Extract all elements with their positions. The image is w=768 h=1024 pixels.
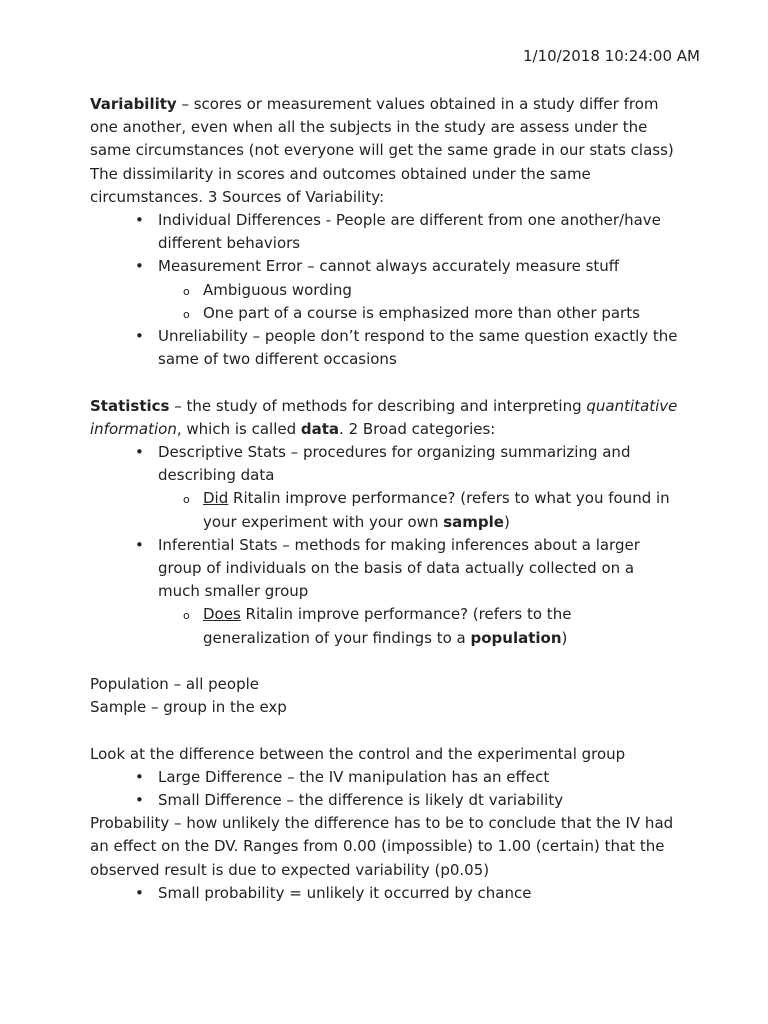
descriptive-sublist xyxy=(158,487,680,533)
list-item xyxy=(135,534,680,650)
list-item-text: Small probability = unlikely it occurred by chance xyxy=(158,883,532,902)
list-item-text: Large Difference – the IV manipulation has an effect xyxy=(158,767,550,786)
sub-list-item xyxy=(183,603,680,649)
statistics-categories-list xyxy=(90,441,680,650)
bullet-marker: • xyxy=(135,767,144,786)
list-item xyxy=(135,325,680,371)
list-item xyxy=(135,882,680,905)
list-item xyxy=(135,789,680,812)
list-item-text: Unreliability – people don’t respond to the same question exactly the same of two different occasions xyxy=(158,327,678,369)
bullet-marker: • xyxy=(135,211,144,230)
list-item xyxy=(135,209,680,255)
sub-bullet-marker: o xyxy=(183,307,190,321)
document-timestamp: 1/10/2018 10:24:00 AM xyxy=(522,47,700,65)
sub-bullet-marker: o xyxy=(183,493,190,507)
document-body xyxy=(90,93,680,905)
statistics-def-bold: data xyxy=(300,419,340,438)
sub-item-text-part: Ritalin improve performance? (refers to the generalization of your findings to a xyxy=(203,605,572,647)
bullet-marker: • xyxy=(135,257,144,276)
list-item-text: Descriptive Stats – procedures for organizing summarizing and describing data xyxy=(158,443,631,485)
sub-list-item xyxy=(183,302,680,325)
statistics-def-text: . 2 Broad categories: xyxy=(339,419,496,438)
inferential-sublist xyxy=(158,603,680,649)
spacer xyxy=(90,650,680,673)
sub-list-item xyxy=(183,279,680,302)
bullet-marker: • xyxy=(135,327,144,346)
sample-line: Sample – group in the exp xyxy=(90,698,287,717)
sub-list-item-text xyxy=(203,489,670,530)
variability-sources-list xyxy=(90,209,680,371)
underlined-word: Did xyxy=(203,489,229,508)
sub-item-text-end: ) xyxy=(503,512,510,531)
bold-word: sample xyxy=(443,512,504,531)
statistics-paragraph xyxy=(90,395,680,441)
variability-paragraph xyxy=(90,93,680,209)
probability-list xyxy=(90,882,680,905)
probability-paragraph: Probability – how unlikely the difference has to be to conclude that the IV had an effect on the DV. Ranges from 0.00 (impossible) to 1.00 (certain) that the observed result is due to expected variability (p0.05) xyxy=(90,814,674,879)
spacer xyxy=(90,719,680,742)
sub-list-item xyxy=(183,487,680,533)
list-item xyxy=(135,766,680,789)
sub-list-item-text xyxy=(203,605,571,646)
statistics-def-text: – the study of methods for describing and interpreting xyxy=(169,396,587,415)
sub-item-text-part: Ritalin improve performance? (refers to what you found in your experiment with your own xyxy=(203,489,670,531)
list-item xyxy=(135,441,680,534)
statistics-def-italic: quantitative information xyxy=(90,396,678,438)
variability-definition: – scores or measurement values obtained in a study differ from one another, even when all the subjects in the study are assess under the same circumstances (not everyone will get the same grade in our stats class) The dissimilarity in scores and outcomes obtained under the same circumstances. 3 Sources of Variability: xyxy=(90,95,674,206)
bullet-marker: • xyxy=(135,883,144,902)
list-item-text: Inferential Stats – methods for making inferences about a larger group of individuals on the basis of data actually collected on a much smaller group xyxy=(158,535,640,601)
list-item-text: Individual Differences - People are different from one another/have different behaviors xyxy=(158,211,661,253)
statistics-def-text: , which is called xyxy=(176,419,301,438)
variability-term: Variability xyxy=(90,95,177,113)
population-line: Population – all people xyxy=(90,675,259,694)
list-item xyxy=(135,255,680,325)
list-item-text: Small Difference – the difference is likely dt variability xyxy=(158,791,564,810)
sub-list-item-text: Ambiguous wording xyxy=(203,280,352,299)
bullet-marker: • xyxy=(135,443,144,462)
statistics-term: Statistics xyxy=(90,396,170,415)
difference-list xyxy=(90,766,680,812)
bold-word: population xyxy=(470,628,562,647)
sub-item-text-end: ) xyxy=(561,628,568,647)
underlined-word: Does xyxy=(203,605,241,624)
list-item-text: Measurement Error – cannot always accurately measure stuff xyxy=(158,257,620,276)
measurement-error-sublist xyxy=(158,279,680,325)
bullet-marker: • xyxy=(135,791,144,810)
sub-list-item-text: One part of a course is emphasized more than other parts xyxy=(203,303,640,322)
sub-bullet-marker: o xyxy=(183,609,190,623)
difference-intro: Look at the difference between the control and the experimental group xyxy=(90,744,626,763)
bullet-marker: • xyxy=(135,535,144,554)
sub-bullet-marker: o xyxy=(183,284,190,298)
spacer xyxy=(90,371,680,394)
